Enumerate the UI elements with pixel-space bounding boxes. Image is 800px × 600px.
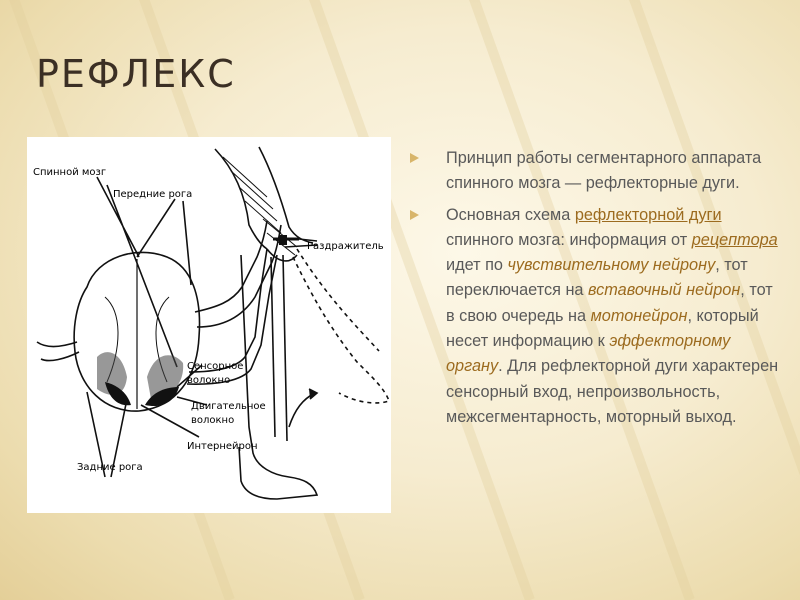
label-motor-fiber-2: волокно [191, 415, 235, 426]
scheme-text-3: идет по [446, 256, 508, 275]
link-reflex-arc[interactable]: рефлекторной дуги [574, 205, 722, 224]
bullet-marker-icon [410, 210, 419, 220]
term-effector-organ: эффекторному органу [446, 332, 731, 376]
scheme-text-4: , тот переключается на [446, 256, 748, 300]
scheme-text-7: . Для рефлекторной дуги характерен сенсорный вход, непроизвольность, межсегментарность, моторный выход. [446, 357, 779, 426]
label-interneuron: Интернейрон [187, 441, 258, 452]
label-motor-fiber-1: Двигательное [191, 401, 266, 412]
thigh-outline [215, 149, 267, 249]
term-motor-neuron: мотонейрон [590, 306, 688, 325]
label-posterior-horns: Задние рога [77, 462, 143, 473]
bullet-item-principle [410, 146, 782, 197]
reflex-arc-diagram [27, 137, 391, 513]
label-anterior-horns: Передние рога [113, 189, 193, 200]
label-sensory-fiber-1: Сенсорное [187, 361, 244, 372]
bullet-marker-icon [410, 153, 419, 163]
label-spinal-cord: Спинной мозг [33, 167, 107, 178]
bullet-text-principle: Принцип работы сегментарного аппарата спинного мозга — рефлекторные дуги. [446, 149, 762, 193]
reflex-arc-figure [27, 137, 391, 513]
shin-outline [239, 255, 317, 499]
bullet-item-scheme [410, 203, 782, 431]
term-interneuron: вставочный нейрон [588, 281, 741, 300]
scheme-text-1: Основная схема [446, 205, 575, 224]
label-stimulus: Раздражитель [307, 241, 384, 252]
label-sensory-fiber-2: волокно [187, 375, 231, 386]
scheme-text-2: спинного мозга: информация от [446, 230, 692, 249]
scheme-text-5: , тот в свою очередь на [446, 281, 773, 325]
bullet-list [410, 146, 782, 436]
swing-leg-outline [293, 257, 389, 403]
link-receptor[interactable]: рецептора [691, 230, 778, 249]
term-sensory-neuron: чувствительному нейрону [507, 256, 716, 275]
slide-title: РЕФЛЕКС [36, 52, 236, 96]
scheme-text-6: , который несет информацию к [446, 306, 759, 351]
